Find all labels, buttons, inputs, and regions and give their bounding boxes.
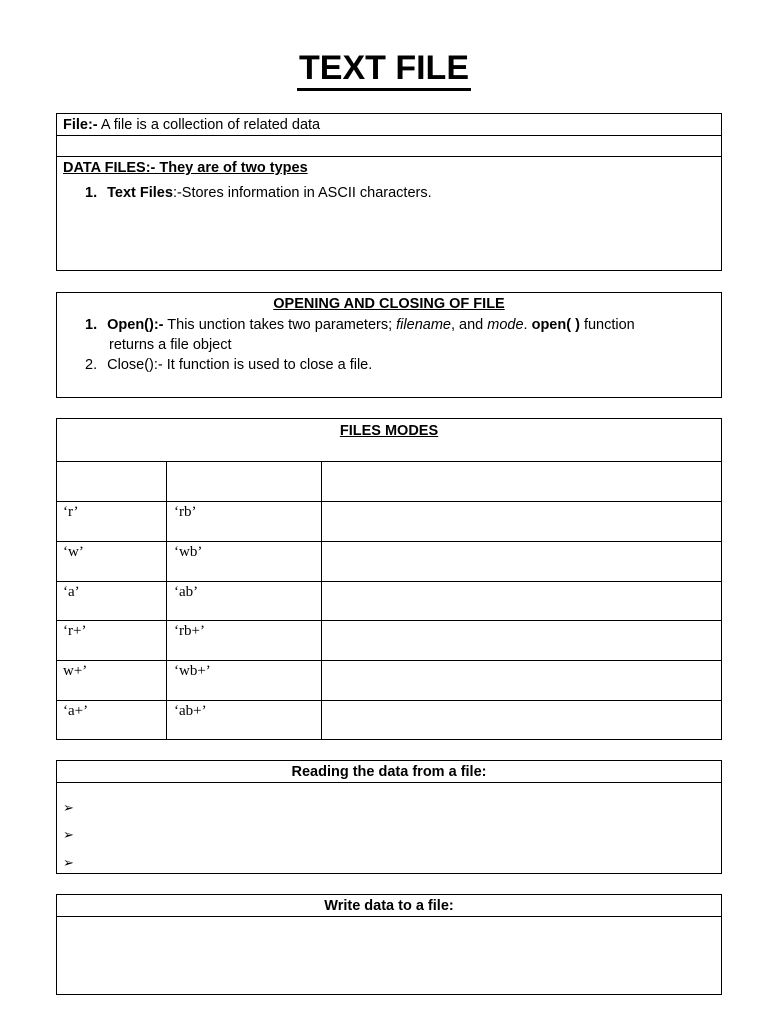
list-item <box>85 356 372 374</box>
binary-mode-cell: ‘wb+’ <box>174 663 211 679</box>
open-text-b: , and <box>450 317 488 333</box>
arrow-bullet-icon: ➢ <box>63 855 74 870</box>
binary-mode-cell: ‘ab+’ <box>174 703 207 719</box>
row-divider <box>57 581 721 582</box>
row-divider <box>57 541 721 542</box>
list-number: 1. <box>85 317 98 333</box>
list-item <box>85 184 432 202</box>
divider <box>57 782 721 783</box>
text-mode-cell: ‘r+’ <box>63 623 87 639</box>
list-number: 1. <box>85 185 98 201</box>
row-divider <box>57 700 721 701</box>
text-mode-cell: ‘r’ <box>63 504 79 520</box>
binary-mode-cell: ‘ab’ <box>174 584 199 600</box>
opening-closing-box <box>56 292 722 398</box>
divider <box>57 156 721 157</box>
open-text-c: . <box>523 317 532 333</box>
open-text-a: This unction takes two parameters; <box>163 317 397 333</box>
column-divider <box>166 461 167 739</box>
column-divider <box>321 461 322 739</box>
row-divider <box>57 660 721 661</box>
text-files-text: :-Stores information in ASCII characters. <box>172 185 432 201</box>
binary-mode-cell: ‘rb’ <box>174 504 197 520</box>
text-mode-cell: ‘w’ <box>63 544 84 560</box>
write-data-box <box>56 894 722 995</box>
text-files-label: Text Files <box>107 185 173 201</box>
opening-closing-heading: OPENING AND CLOSING OF FILE <box>273 296 505 312</box>
reading-data-box <box>56 760 722 874</box>
write-heading: Write data to a file: <box>324 898 454 914</box>
filename-term: filename <box>396 317 451 333</box>
arrow-bullet-icon: ➢ <box>63 827 74 842</box>
text-mode-cell: ‘a+’ <box>63 703 89 719</box>
binary-mode-cell: ‘rb+’ <box>174 623 205 639</box>
row-divider <box>57 461 721 462</box>
file-modes-heading: FILES MODES <box>339 423 439 439</box>
open-line2: returns a file object <box>109 337 232 353</box>
data-files-heading: DATA FILES:- They are of two types <box>63 160 308 176</box>
open-function-term: open( ) <box>531 317 580 333</box>
file-modes-table <box>56 418 722 740</box>
open-text-d: function <box>579 317 635 333</box>
file-definition-line <box>63 116 320 134</box>
page-title <box>0 48 768 91</box>
binary-mode-cell: ‘wb’ <box>174 544 203 560</box>
file-definition-box <box>56 113 722 271</box>
list-number: 2. <box>85 357 98 373</box>
reading-heading: Reading the data from a file: <box>291 764 487 780</box>
text-mode-cell: w+’ <box>63 663 88 679</box>
open-label: Open():- <box>107 317 164 333</box>
row-divider <box>57 620 721 621</box>
close-text: Close():- It function is used to close a file. <box>107 357 373 373</box>
list-item <box>85 316 635 334</box>
page-title-text: TEXT FILE <box>297 48 471 91</box>
file-label: File:- <box>63 117 98 133</box>
text-mode-cell: ‘a’ <box>63 584 80 600</box>
divider <box>57 916 721 917</box>
divider <box>57 135 721 136</box>
row-divider <box>57 501 721 502</box>
mode-term: mode <box>487 317 524 333</box>
file-text: A file is a collection of related data <box>97 117 321 133</box>
arrow-bullet-icon: ➢ <box>63 800 74 815</box>
